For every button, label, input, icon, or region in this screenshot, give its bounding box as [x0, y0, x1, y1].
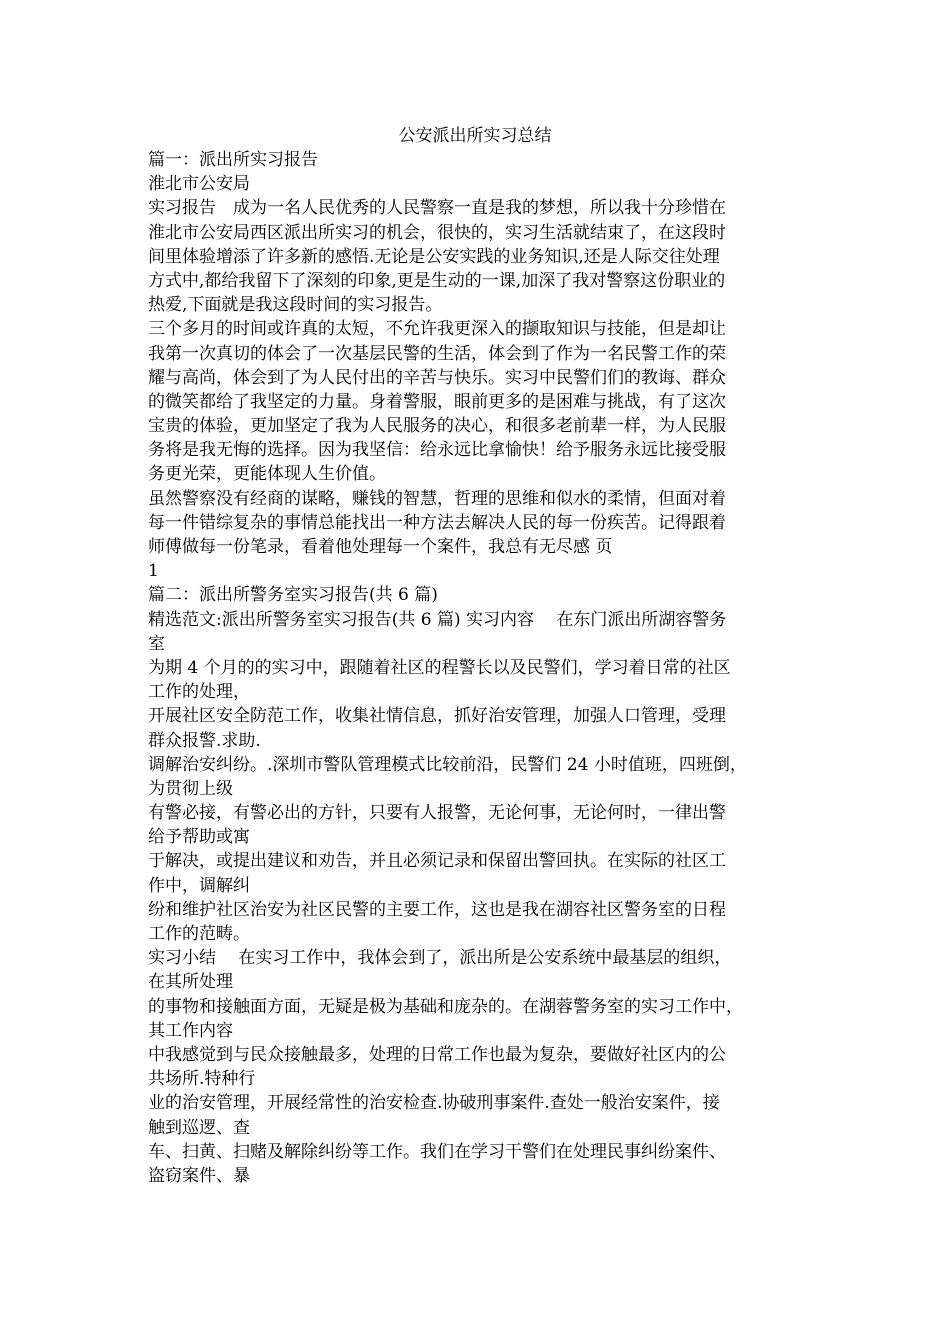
text-line: 开展社区安全防范工作，收集社情信息，抓好治安管理，加强人口管理，受理	[148, 706, 726, 727]
text-line: 实习小结 在实习工作中，我体会到了，派出所是公安系统中最基层的组织，	[148, 948, 732, 969]
text-line: 为贯彻上级	[148, 778, 233, 799]
text-line: 实习报告 成为一名人民优秀的人民警察一直是我的梦想，所以我十分珍惜在	[148, 198, 726, 219]
text-line: 有警必接，有警必出的方针，只要有人报警，无论何事，无论何时，一律出警	[148, 803, 726, 824]
text-line: 师傅做每一份笔录，看着他处理每一个案件，我总有无尽感 页	[148, 537, 613, 557]
text-line: 每一件错综复杂的事情总能找出一种方法去解决人民的每一份疾苦。记得跟着	[148, 512, 726, 533]
text-line: 工作的范畴。	[148, 924, 250, 944]
text-line: 调解治安纠纷。.深圳市警队管理模式比较前沿，民警们 24 小时值班，四班倒，	[148, 754, 747, 775]
text-line: 工作的处理，	[148, 682, 250, 703]
document-body	[148, 148, 813, 1188]
text-line: 于解决，或提出建议和劝告，并且必须记录和保留出警回执。在实际的社区工	[148, 851, 726, 872]
text-line: 在其所处理	[148, 972, 233, 993]
text-line: 盗窃案件、暴	[148, 1165, 250, 1186]
text-line: 三个多月的时间或许真的太短，不允许我更深入的撷取知识与技能，但是却让	[148, 319, 726, 340]
text-line: 纷和维护社区治安为社区民警的主要工作，这也是我在湖容社区警务室的日程	[148, 899, 726, 920]
text-line: 触到巡逻、查	[148, 1117, 250, 1138]
text-line: 宝贵的体验，更加坚定了我为人民服务的决心，和很多老前辈一样，为人民服	[148, 416, 726, 437]
text-line: 共场所.特种行	[148, 1069, 256, 1090]
text-line: 车、扫黄、扫赌及解除纠纷等工作。我们在学习干警们在处理民事纠纷案件、	[148, 1141, 726, 1162]
text-line: 的微笑都给了我坚定的力量。身着警服，眼前更多的是困难与挑战，有了这次	[148, 391, 726, 412]
heading-part-one: 篇一：派出所实习报告	[148, 150, 318, 170]
text-line: 务更光荣，更能体现人生价值。	[148, 464, 386, 485]
text-line: 间里体验增添了许多新的感悟.无论是公安实践的业务知识,还是人际交往处理	[148, 246, 720, 267]
text-line: 虽然警察没有经商的谋略，赚钱的智慧，哲理的思维和似水的柔情，但面对着	[148, 488, 726, 509]
text-line: 热爱,下面就是我这段时间的实习报告。	[148, 295, 443, 316]
heading-part-two: 篇二：派出所警务室实习报告(共 6 篇)	[148, 585, 438, 606]
text-line: 室	[148, 633, 165, 654]
text-line: 群众报警.求助.	[148, 730, 261, 751]
text-line: 我第一次真切的体会了一次基层民警的生活，体会到了作为一名民警工作的荣	[148, 343, 726, 364]
text-line: 耀与高尚，体会到了为人民付出的辛苦与快乐。实习中民警们们的教诲、群众	[148, 367, 726, 388]
text-line: 为期 4 个月的的实习中，跟随着社区的程警长以及民警们，学习着日常的社区	[148, 657, 731, 678]
text-line: 业的治安管理，开展经常性的治安检查.协破刑事案件.查处一般治安案件，接	[148, 1093, 720, 1114]
text-line: 务将是我无悔的选择。因为我坚信：给永远比拿愉快！给予服务永远比接受服	[148, 440, 726, 461]
text-line: 精选范文:派出所警务室实习报告(共 6 篇) 实习内容 在东门派出所湖容警务	[148, 609, 727, 630]
text-line: 淮北市公安局	[148, 174, 250, 195]
text-line: 给予帮助或寓	[148, 827, 250, 848]
text-line: 的事物和接触面方面，无疑是极为基础和庞杂的。在湖蓉警务室的实习工作中，	[148, 996, 743, 1017]
text-line: 淮北市公安局西区派出所实习的机会，很快的，实习生活就结束了，在这段时	[148, 222, 726, 243]
text-line: 中我感觉到与民众接触最多，处理的日常工作也最为复杂，要做好社区内的公	[148, 1044, 726, 1065]
page-number: 1	[148, 561, 159, 582]
document-title: 公安派出所实习总结	[398, 126, 552, 146]
text-line: 方式中,都给我留下了深刻的印象,更是生动的一课,加深了我对警察这份职业的	[148, 270, 726, 291]
text-line: 其工作内容	[148, 1020, 233, 1041]
text-line: 作中，调解纠	[148, 875, 250, 896]
